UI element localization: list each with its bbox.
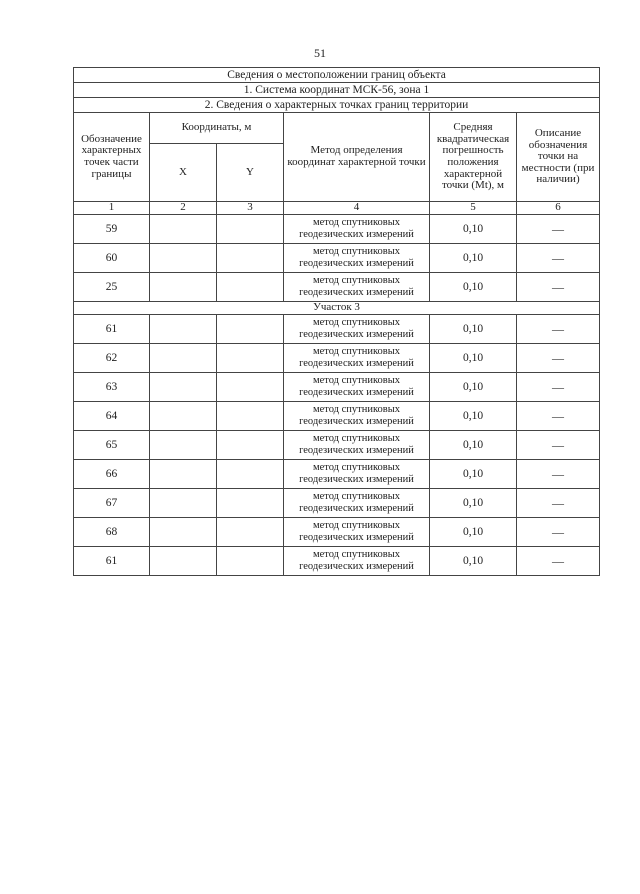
page-number: 51: [314, 46, 326, 60]
method-cell: метод спутниковых геодезических измерений: [284, 244, 430, 273]
coordinate-x-cell: [150, 547, 217, 576]
coordinate-x-cell: [150, 431, 217, 460]
header-y: Y: [217, 144, 284, 202]
point-number-cell: 68: [74, 518, 150, 547]
column-number: 3: [217, 202, 284, 215]
description-cell: —: [517, 460, 600, 489]
coordinate-x-cell: [150, 315, 217, 344]
coordinate-y-cell: [217, 518, 284, 547]
coordinate-y-cell: [217, 373, 284, 402]
table-title: Сведения о местоположении границ объекта: [74, 68, 600, 83]
header-coordinates: Координаты, м: [150, 113, 284, 144]
description-cell: —: [517, 402, 600, 431]
header-method: Метод определения координат характерной точки: [284, 113, 430, 202]
point-number-cell: 67: [74, 489, 150, 518]
coordinate-y-cell: [217, 460, 284, 489]
error-cell: 0,10: [430, 431, 517, 460]
method-cell: метод спутниковых геодезических измерений: [284, 344, 430, 373]
error-cell: 0,10: [430, 489, 517, 518]
error-cell: 0,10: [430, 315, 517, 344]
method-cell: метод спутниковых геодезических измерений: [284, 373, 430, 402]
coordinate-x-cell: [150, 344, 217, 373]
point-number-cell: 63: [74, 373, 150, 402]
method-cell: метод спутниковых геодезических измерений: [284, 431, 430, 460]
table-row: [74, 315, 600, 344]
section-title: 2. Сведения о характерных точках границ территории: [74, 98, 600, 113]
table-row: [74, 373, 600, 402]
error-cell: 0,10: [430, 244, 517, 273]
table-row: [74, 215, 600, 244]
error-cell: 0,10: [430, 215, 517, 244]
coordinate-x-cell: [150, 460, 217, 489]
point-number-cell: 59: [74, 215, 150, 244]
point-number-cell: 66: [74, 460, 150, 489]
description-cell: —: [517, 315, 600, 344]
coordinate-y-cell: [217, 215, 284, 244]
error-cell: 0,10: [430, 460, 517, 489]
coordinate-y-cell: [217, 315, 284, 344]
point-number-cell: 64: [74, 402, 150, 431]
coordinate-x-cell: [150, 373, 217, 402]
coordinate-y-cell: [217, 402, 284, 431]
coordinate-y-cell: [217, 244, 284, 273]
boundary-points-table: [73, 67, 600, 576]
method-cell: метод спутниковых геодезических измерений: [284, 460, 430, 489]
method-cell: метод спутниковых геодезических измерений: [284, 215, 430, 244]
description-cell: —: [517, 518, 600, 547]
table-row: [74, 489, 600, 518]
table-row: [74, 273, 600, 302]
description-cell: —: [517, 344, 600, 373]
description-cell: —: [517, 273, 600, 302]
header-description: Описание обозначения точки на местности (при наличии): [517, 113, 600, 202]
header-x: X: [150, 144, 217, 202]
coordinate-x-cell: [150, 489, 217, 518]
description-cell: —: [517, 215, 600, 244]
method-cell: метод спутниковых геодезических измерений: [284, 518, 430, 547]
coordinate-y-cell: [217, 344, 284, 373]
column-number: 1: [74, 202, 150, 215]
column-number: 6: [517, 202, 600, 215]
coordinate-y-cell: [217, 431, 284, 460]
section-label-plot-3: Участок 3: [74, 302, 600, 315]
method-cell: метод спутниковых геодезических измерений: [284, 315, 430, 344]
coordinate-x-cell: [150, 518, 217, 547]
column-number: 4: [284, 202, 430, 215]
error-cell: 0,10: [430, 273, 517, 302]
point-number-cell: 61: [74, 315, 150, 344]
description-cell: —: [517, 489, 600, 518]
point-number-cell: 60: [74, 244, 150, 273]
coordinate-x-cell: [150, 215, 217, 244]
coordinate-system: 1. Система координат МСК-56, зона 1: [74, 83, 600, 98]
coordinate-y-cell: [217, 547, 284, 576]
method-cell: метод спутниковых геодезических измерений: [284, 273, 430, 302]
error-cell: 0,10: [430, 344, 517, 373]
header-designation: Обозначение характерных точек части границы: [74, 113, 150, 202]
method-cell: метод спутниковых геодезических измерений: [284, 489, 430, 518]
table-row: [74, 518, 600, 547]
error-cell: 0,10: [430, 547, 517, 576]
point-number-cell: 62: [74, 344, 150, 373]
coordinate-x-cell: [150, 244, 217, 273]
description-cell: —: [517, 373, 600, 402]
point-number-cell: 25: [74, 273, 150, 302]
point-number-cell: 65: [74, 431, 150, 460]
table-row: [74, 344, 600, 373]
point-number-cell: 61: [74, 547, 150, 576]
method-cell: метод спутниковых геодезических измерений: [284, 547, 430, 576]
table-row: [74, 244, 600, 273]
coordinate-x-cell: [150, 402, 217, 431]
table-row: [74, 402, 600, 431]
column-number: 2: [150, 202, 217, 215]
error-cell: 0,10: [430, 518, 517, 547]
table-row: [74, 431, 600, 460]
coordinate-y-cell: [217, 273, 284, 302]
coordinate-x-cell: [150, 273, 217, 302]
table-row: [74, 547, 600, 576]
column-number: 5: [430, 202, 517, 215]
error-cell: 0,10: [430, 402, 517, 431]
error-cell: 0,10: [430, 373, 517, 402]
description-cell: —: [517, 244, 600, 273]
description-cell: —: [517, 547, 600, 576]
table-row: [74, 460, 600, 489]
description-cell: —: [517, 431, 600, 460]
coordinate-y-cell: [217, 489, 284, 518]
header-error: Средняя квадратическая погрешность положения характерной точки (Mt), м: [430, 113, 517, 202]
method-cell: метод спутниковых геодезических измерений: [284, 402, 430, 431]
